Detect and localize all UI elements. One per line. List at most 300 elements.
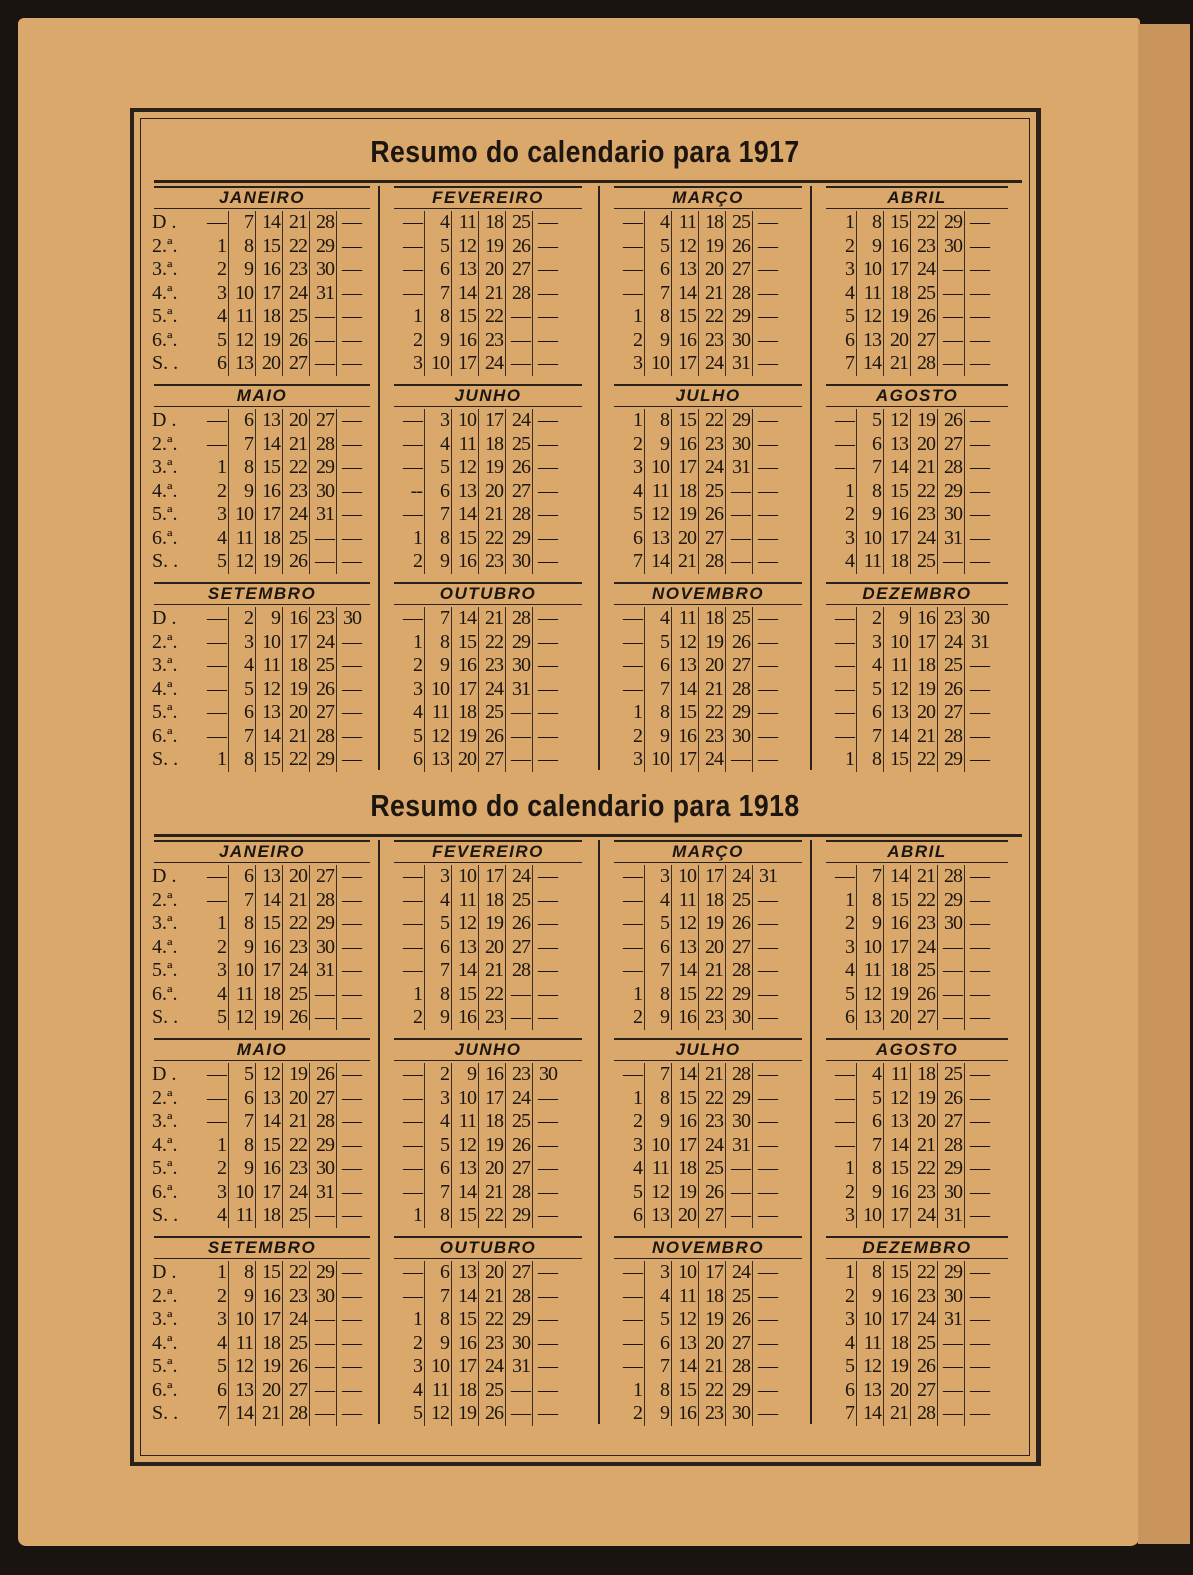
date-cell: 4 (845, 1331, 854, 1354)
date-cell: 5 (440, 456, 449, 478)
date-cell: 5 (633, 1180, 642, 1203)
date-cell: — (538, 1284, 557, 1307)
date-cell: 22 (289, 456, 307, 478)
date-cell: 15 (458, 982, 476, 1005)
date-cell: 1 (633, 305, 642, 327)
date-cell: — (342, 456, 361, 478)
date-cell: 22 (705, 305, 723, 327)
date-cell: 10 (235, 959, 253, 981)
weekday-column (148, 211, 202, 376)
date-cell: — (758, 701, 777, 723)
week-column (911, 607, 938, 772)
date-cell: 26 (705, 1180, 723, 1203)
month-name: AGOSTO (826, 384, 1008, 407)
year-rule (154, 180, 1022, 183)
date-cell: 27 (732, 654, 750, 676)
date-cell: — (623, 677, 642, 700)
week-column (506, 1063, 533, 1228)
date-cell: 20 (890, 328, 908, 351)
week-column (645, 607, 672, 772)
date-cell: 19 (678, 1180, 696, 1203)
date-cell: 17 (890, 258, 908, 280)
date-cell: — (758, 888, 777, 911)
week-column (533, 607, 559, 772)
month-grid (608, 865, 808, 1030)
date-cell: — (538, 328, 557, 351)
month-block (820, 384, 1014, 576)
date-cell: 21 (917, 1133, 935, 1156)
date-cell: 12 (235, 1006, 253, 1028)
date-cell: 12 (678, 234, 696, 257)
date-cell: 6 (440, 1157, 449, 1179)
date-cell: 23 (705, 432, 723, 455)
week-column (533, 1063, 559, 1228)
column-separator (378, 186, 380, 770)
date-cell: 9 (244, 1157, 253, 1179)
date-cell: 20 (917, 432, 935, 455)
date-cell: 24 (917, 258, 935, 280)
date-cell: 28 (512, 959, 530, 981)
date-cell: 1 (413, 526, 422, 549)
date-cell: 9 (872, 1284, 881, 1307)
week-column (726, 865, 753, 1030)
date-cell: 15 (678, 1378, 696, 1401)
date-cell: 29 (944, 479, 962, 502)
date-cell: 12 (458, 912, 476, 934)
date-cell: — (731, 503, 750, 525)
date-cell: — (970, 409, 989, 431)
date-cell: 24 (917, 1204, 935, 1226)
date-cell: 21 (890, 1402, 908, 1424)
date-cell: 10 (431, 1355, 449, 1377)
date-cell: 5 (660, 912, 669, 934)
date-cell: 20 (705, 258, 723, 280)
date-cell: 8 (872, 888, 881, 911)
date-cell: — (623, 1284, 642, 1307)
date-cell: — (835, 630, 854, 653)
date-cell: 3 (845, 258, 854, 280)
date-cell: — (970, 281, 989, 304)
date-cell: 30 (944, 1180, 962, 1203)
date-cell: 27 (289, 352, 307, 374)
date-cell: 22 (289, 748, 307, 770)
week-column (672, 211, 699, 376)
date-cell: 18 (890, 281, 908, 304)
date-cell: 24 (705, 352, 723, 374)
date-cell: 23 (944, 607, 962, 629)
week-column (425, 211, 452, 376)
date-cell: 29 (512, 526, 530, 549)
date-cell: 29 (944, 888, 962, 911)
date-cell: 15 (458, 526, 476, 549)
date-cell: 24 (944, 630, 962, 653)
date-cell: — (207, 724, 226, 747)
date-cell: 30 (512, 1331, 530, 1354)
date-cell: 30 (732, 1110, 750, 1132)
date-cell: 27 (944, 432, 962, 455)
date-cell: — (835, 701, 854, 723)
date-cell: 24 (917, 935, 935, 958)
date-cell: 26 (316, 1063, 334, 1085)
date-cell: 11 (863, 550, 881, 572)
date-cell: 14 (458, 281, 476, 304)
date-cell: 1 (413, 982, 422, 1005)
month-grid (820, 1261, 1014, 1426)
date-cell: 13 (890, 432, 908, 455)
month-block (388, 1038, 588, 1230)
date-cell: 10 (863, 526, 881, 549)
week-column (726, 211, 753, 376)
date-cell: 4 (872, 654, 881, 676)
date-cell: 29 (944, 1157, 962, 1179)
date-cell: 18 (458, 1378, 476, 1401)
week-column (337, 211, 363, 376)
date-cell: 23 (289, 1157, 307, 1179)
date-cell: 2 (217, 1157, 226, 1179)
date-cell: 12 (863, 305, 881, 327)
date-cell: — (538, 1261, 557, 1283)
column-separator (810, 186, 812, 770)
date-cell: 28 (917, 1402, 935, 1424)
date-cell: 3 (440, 865, 449, 887)
date-cell: — (538, 865, 557, 887)
date-cell: 25 (316, 654, 334, 676)
week-column (202, 409, 229, 574)
date-cell: 20 (262, 352, 280, 374)
date-cell: 22 (485, 1308, 503, 1330)
date-cell: 18 (705, 888, 723, 911)
week-column (283, 211, 310, 376)
date-cell: 2 (845, 234, 854, 257)
date-cell: 21 (485, 1284, 503, 1307)
date-cell: — (970, 1110, 989, 1132)
date-cell: 31 (944, 526, 962, 549)
date-cell: 31 (316, 1180, 334, 1203)
date-cell: 2 (845, 503, 854, 525)
week-column (830, 1261, 857, 1426)
weekday-label: 6.ª. (152, 1378, 178, 1401)
date-cell: 11 (863, 1331, 881, 1354)
date-cell: 27 (917, 328, 935, 351)
date-cell: 16 (678, 1402, 696, 1424)
date-cell: — (623, 1355, 642, 1377)
date-cell: 16 (678, 432, 696, 455)
month-block (820, 186, 1014, 378)
date-cell: — (970, 1006, 989, 1028)
date-cell: — (623, 281, 642, 304)
week-column (938, 865, 965, 1030)
date-cell: 20 (485, 1157, 503, 1179)
date-cell: 29 (944, 211, 962, 233)
date-cell: 20 (485, 1261, 503, 1283)
date-cell: 5 (413, 1402, 422, 1424)
date-cell: — (538, 550, 557, 572)
date-cell: 12 (678, 630, 696, 653)
week-column (398, 1261, 425, 1426)
weekday-label: 5.ª. (152, 503, 178, 525)
date-cell: 14 (458, 1284, 476, 1307)
week-column (310, 865, 337, 1030)
date-cell: 30 (512, 654, 530, 676)
date-cell: 28 (316, 211, 334, 233)
date-cell: 31 (316, 503, 334, 525)
date-cell: 28 (917, 352, 935, 374)
date-cell: 14 (678, 959, 696, 981)
date-cell: 12 (890, 409, 908, 431)
week-column (202, 865, 229, 1030)
date-cell: — (758, 1355, 777, 1377)
date-cell: 6 (440, 1261, 449, 1283)
date-cell: 20 (917, 701, 935, 723)
date-cell: 3 (845, 1204, 854, 1226)
week-column (699, 607, 726, 772)
week-column (857, 1063, 884, 1228)
date-cell: 24 (289, 503, 307, 525)
date-cell: — (758, 1063, 777, 1085)
date-cell: — (758, 1157, 777, 1179)
date-cell: 8 (660, 1086, 669, 1109)
date-cell: 21 (485, 607, 503, 629)
date-cell: 30 (944, 912, 962, 934)
date-cell: — (758, 1180, 777, 1203)
date-cell: — (758, 1331, 777, 1354)
date-cell: 1 (217, 456, 226, 478)
weekday-label: S. . (152, 1204, 179, 1226)
date-cell: 18 (705, 607, 723, 629)
date-cell: 5 (872, 1086, 881, 1109)
date-cell: 28 (732, 1355, 750, 1377)
date-cell: — (758, 935, 777, 958)
date-cell: — (538, 630, 557, 653)
date-cell: 25 (732, 1284, 750, 1307)
date-cell: — (970, 701, 989, 723)
date-cell: 14 (458, 503, 476, 525)
date-cell: 18 (678, 1157, 696, 1179)
week-column (618, 607, 645, 772)
date-cell: — (943, 1355, 962, 1377)
date-cell: 23 (289, 258, 307, 280)
date-cell: — (623, 1308, 642, 1330)
date-cell: 26 (732, 630, 750, 653)
date-cell: 11 (863, 959, 881, 981)
date-cell: 7 (217, 1402, 226, 1424)
date-cell: 29 (944, 1261, 962, 1283)
date-cell: 10 (431, 352, 449, 374)
date-cell: — (403, 211, 422, 233)
date-cell: 31 (732, 352, 750, 374)
date-cell: — (835, 865, 854, 887)
date-cell: 29 (732, 982, 750, 1005)
date-cell: 18 (485, 1110, 503, 1132)
date-cell: 18 (262, 526, 280, 549)
week-column (479, 211, 506, 376)
date-cell: 20 (485, 479, 503, 502)
date-cell: — (538, 409, 557, 431)
date-cell: 7 (872, 456, 881, 478)
week-column (965, 865, 991, 1030)
date-cell: 28 (944, 456, 962, 478)
date-cell: — (970, 865, 989, 887)
weekday-label: 6.ª. (152, 982, 178, 1005)
date-cell: — (970, 1378, 989, 1401)
week-column (753, 865, 779, 1030)
date-cell: 3 (440, 409, 449, 431)
date-cell: 6 (872, 701, 881, 723)
week-column (753, 211, 779, 376)
date-cell: — (403, 1063, 422, 1085)
date-cell: 21 (705, 281, 723, 304)
date-cell: 26 (512, 912, 530, 934)
date-cell: 26 (705, 503, 723, 525)
month-name: JANEIRO (154, 186, 370, 209)
date-cell: 28 (732, 1063, 750, 1085)
week-column (618, 1261, 645, 1426)
week-column (479, 607, 506, 772)
date-cell: 11 (651, 479, 669, 502)
week-column (726, 1261, 753, 1426)
date-cell: — (731, 748, 750, 770)
date-cell: 19 (485, 234, 503, 257)
date-cell: 29 (732, 1378, 750, 1401)
date-cell: 21 (289, 211, 307, 233)
date-cell: 3 (633, 456, 642, 478)
date-cell: 10 (651, 1133, 669, 1156)
week-column (645, 1261, 672, 1426)
date-cell: 7 (872, 724, 881, 747)
date-cell: 9 (244, 258, 253, 280)
date-cell: 30 (316, 258, 334, 280)
date-cell: — (342, 1355, 361, 1377)
date-cell: — (970, 982, 989, 1005)
date-cell: 6 (413, 748, 422, 770)
date-cell: 20 (262, 1378, 280, 1401)
date-cell: 5 (217, 1355, 226, 1377)
date-cell: 3 (660, 865, 669, 887)
date-cell: — (970, 456, 989, 478)
date-cell: 31 (316, 959, 334, 981)
date-cell: 26 (732, 1308, 750, 1330)
date-cell: — (538, 1308, 557, 1330)
date-cell: 24 (485, 352, 503, 374)
weekday-label: 4.ª. (152, 1133, 178, 1156)
date-cell: 5 (217, 550, 226, 572)
month-grid (148, 865, 376, 1030)
date-cell: — (943, 352, 962, 374)
week-column (283, 1063, 310, 1228)
date-cell: — (970, 1355, 989, 1377)
date-cell: — (970, 1284, 989, 1307)
date-cell: 4 (413, 1378, 422, 1401)
month-name: SETEMBRO (154, 582, 370, 605)
month-block (820, 1038, 1014, 1230)
date-cell: 29 (512, 1204, 530, 1226)
date-cell: — (758, 479, 777, 502)
week-column (229, 607, 256, 772)
month-name: NOVEMBRO (614, 1236, 802, 1259)
month-block (388, 186, 588, 378)
date-cell: 4 (440, 211, 449, 233)
date-cell: — (943, 982, 962, 1005)
date-cell: 27 (316, 701, 334, 723)
date-cell: — (970, 1331, 989, 1354)
date-cell: 31 (759, 865, 777, 887)
date-cell: 12 (890, 1086, 908, 1109)
date-cell: — (538, 234, 557, 257)
date-cell: 15 (262, 456, 280, 478)
date-cell: — (342, 328, 361, 351)
date-cell: 13 (458, 935, 476, 958)
date-cell: 26 (289, 328, 307, 351)
date-cell: 17 (890, 1308, 908, 1330)
week-column (672, 409, 699, 574)
date-cell: 6 (217, 1378, 226, 1401)
date-cell: — (342, 1110, 361, 1132)
weekday-label: 6.ª. (152, 724, 178, 747)
date-cell: 26 (732, 234, 750, 257)
weekday-column (148, 409, 202, 574)
week-column (452, 211, 479, 376)
date-cell: 23 (705, 724, 723, 747)
weekday-label: D . (152, 409, 177, 431)
date-cell: 19 (262, 1006, 280, 1028)
week-column (699, 211, 726, 376)
weekday-label: 6.ª. (152, 526, 178, 549)
date-cell: 19 (705, 234, 723, 257)
date-cell: 12 (863, 1355, 881, 1377)
week-column (479, 1261, 506, 1426)
date-cell: 1 (845, 888, 854, 911)
date-cell: 7 (660, 1355, 669, 1377)
date-cell: 9 (244, 479, 253, 502)
date-cell: 17 (458, 1355, 476, 1377)
date-cell: 1 (633, 409, 642, 431)
date-cell: 4 (217, 526, 226, 549)
date-cell: 4 (660, 607, 669, 629)
date-cell: 2 (633, 328, 642, 351)
date-cell: 2 (217, 479, 226, 502)
month-name: JULHO (614, 384, 802, 407)
date-cell: 4 (872, 1063, 881, 1085)
date-cell: 26 (485, 724, 503, 747)
date-cell: 27 (512, 1261, 530, 1283)
date-cell: 3 (244, 630, 253, 653)
date-cell: 7 (440, 1284, 449, 1307)
week-column (618, 211, 645, 376)
date-cell: 28 (316, 888, 334, 911)
date-cell: — (538, 526, 557, 549)
date-cell: 3 (217, 281, 226, 304)
date-cell: 14 (458, 1180, 476, 1203)
week-column (857, 211, 884, 376)
date-cell: — (315, 982, 334, 1005)
date-cell: — (342, 959, 361, 981)
month-block (148, 1236, 376, 1428)
date-cell: 7 (244, 724, 253, 747)
date-cell: 21 (485, 281, 503, 304)
date-cell: 19 (917, 409, 935, 431)
date-cell: 23 (316, 607, 334, 629)
date-cell: 12 (678, 912, 696, 934)
year-rule (154, 834, 1022, 837)
date-cell: 31 (971, 630, 989, 653)
date-cell: 28 (732, 677, 750, 700)
date-cell: — (758, 1006, 777, 1028)
week-column (256, 409, 283, 574)
date-cell: 21 (705, 1063, 723, 1085)
date-cell: — (342, 1308, 361, 1330)
date-cell: 19 (262, 1355, 280, 1377)
week-column (425, 1261, 452, 1426)
